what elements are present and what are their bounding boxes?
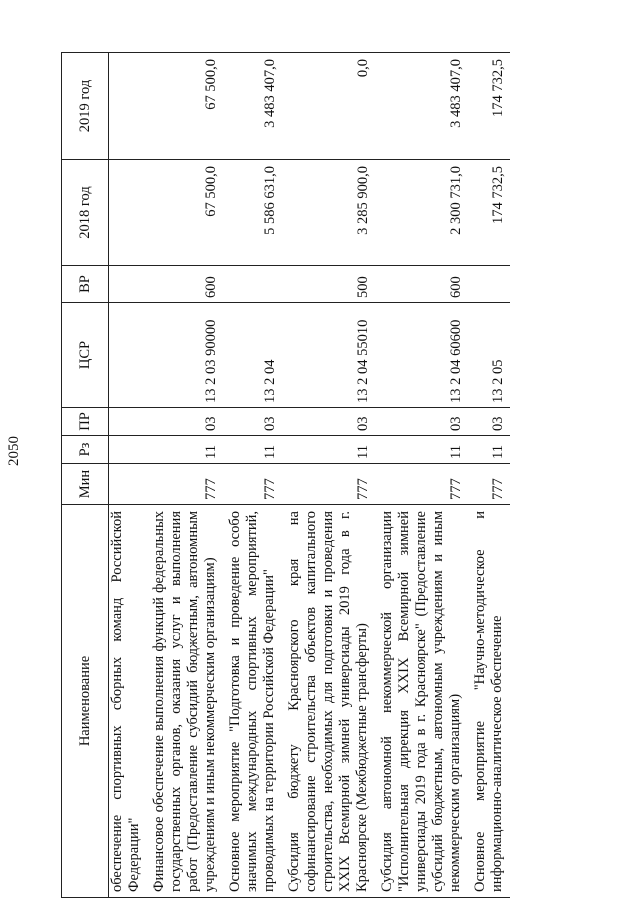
row-vr: 500 — [282, 266, 375, 303]
row-pr: 03 — [468, 408, 510, 436]
row-vr: 600 — [375, 266, 468, 303]
table-header-row — [62, 53, 109, 898]
table-row — [282, 53, 375, 898]
row-rz — [109, 436, 148, 464]
row-rz: 11 — [375, 436, 468, 464]
row-name: обеспечение спортивных сборных команд Российской Федерации" — [109, 505, 148, 898]
row-rz: 11 — [223, 436, 282, 464]
row-name: Субсидия автономной некоммерческой организации "Исполнительная дирекция XXIX Всемирной зимней универсиады 2019 года в г. Красноярске" (Предоставление субсидий бюджетным, автономным учреждениям и иным некоммерческим организациям) — [375, 505, 468, 898]
row-min: 777 — [282, 464, 375, 505]
row-min: 777 — [223, 464, 282, 505]
row-2018: 5 586 631,0 — [223, 160, 282, 266]
row-min: 777 — [375, 464, 468, 505]
row-rz: 11 — [282, 436, 375, 464]
table-row — [109, 53, 148, 898]
row-pr: 03 — [147, 408, 223, 436]
header-vr: ВР — [62, 266, 109, 303]
row-2018: 67 500,0 — [147, 160, 223, 266]
row-min: 777 — [468, 464, 510, 505]
header-min: Мин — [62, 464, 109, 505]
row-2019: 0,0 — [282, 53, 375, 160]
row-csr: 13 2 05 — [468, 303, 510, 408]
row-min — [109, 464, 148, 505]
row-name: Финансовое обеспечение выполнения функций федеральных государственных органов, оказания услуг и выполнения работ (Предоставление субсидий бюджетным, автономным учреждениям и иным некоммерческим организациям) — [147, 505, 223, 898]
row-2019: 3 483 407,0 — [375, 53, 468, 160]
header-csr: ЦСР — [62, 303, 109, 408]
row-2019 — [109, 53, 148, 160]
row-rz: 11 — [147, 436, 223, 464]
budget-table — [61, 52, 510, 898]
row-2018: 174 732,5 — [468, 160, 510, 266]
row-pr: 03 — [223, 408, 282, 436]
row-vr — [223, 266, 282, 303]
row-2019: 174 732,5 — [468, 53, 510, 160]
row-2018 — [109, 160, 148, 266]
row-csr: 13 2 04 55010 — [282, 303, 375, 408]
header-rz: Рз — [62, 436, 109, 464]
row-vr — [468, 266, 510, 303]
table-row — [223, 53, 282, 898]
table-row — [147, 53, 223, 898]
table-row — [468, 53, 510, 898]
row-name: Основное мероприятие "Подготовка и проведение особо значимых международных спортивных мероприятий, проводимых на территории Российской Федерации" — [223, 505, 282, 898]
row-pr: 03 — [375, 408, 468, 436]
row-2018: 2 300 731,0 — [375, 160, 468, 266]
row-name: Основное мероприятие "Научно-методическое и информационно-аналитическое обеспечение — [468, 505, 510, 898]
header-name: Наименование — [62, 505, 109, 898]
header-2019: 2019 год — [62, 53, 109, 160]
row-min: 777 — [147, 464, 223, 505]
row-csr: 13 2 03 90000 — [147, 303, 223, 408]
row-rz: 11 — [468, 436, 510, 464]
row-2019: 3 483 407,0 — [223, 53, 282, 160]
row-pr — [109, 408, 148, 436]
table-row — [375, 53, 468, 898]
row-2019: 67 500,0 — [147, 53, 223, 160]
row-csr — [109, 303, 148, 408]
row-csr: 13 2 04 60600 — [375, 303, 468, 408]
rotated-page — [61, 53, 578, 898]
row-csr: 13 2 04 — [223, 303, 282, 408]
budget-table-sheet — [61, 53, 578, 898]
header-pr: ПР — [62, 408, 109, 436]
page-number: 2050 — [6, 436, 22, 466]
row-2018: 3 285 900,0 — [282, 160, 375, 266]
row-pr: 03 — [282, 408, 375, 436]
row-vr — [109, 266, 148, 303]
row-name: Субсидия бюджету Красноярского края на софинансирование строительства объектов капитального строительства, необходимых для подготовки и проведения XXIX Всемирной зимней универсиады 2019 года в г. Красноярске (Межбюджетные трансферты) — [282, 505, 375, 898]
row-vr: 600 — [147, 266, 223, 303]
header-2018: 2018 год — [62, 160, 109, 266]
